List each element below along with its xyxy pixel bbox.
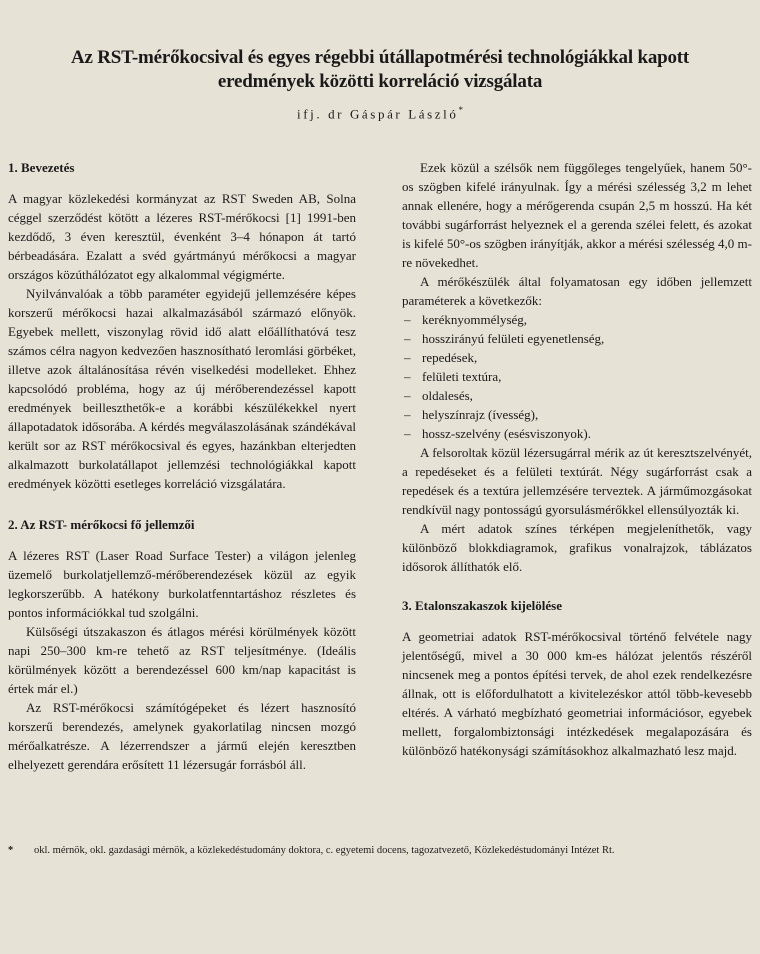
right-column	[402, 158, 752, 760]
footnote-text: okl. mérnök, okl. gazdasági mérnök, a közlekedéstudomány doktora, c. egyetemi docens, tagozatvezető, Közlekedéstudományi Intézet Rt.	[34, 845, 615, 856]
left-column	[8, 158, 356, 774]
author-footnote-mark: *	[458, 105, 463, 115]
section-2-paragraph: Ezek közül a szélsők nem függőleges tengelyűek, hanem 50°-os szögben kifelé irányulnak. Így a mérési szélesség 3,2 m lehet annak ellenére, hogy a mérőgerenda csupán 2,5 m hosszú. Ha két további sugárforrást helyeznek el a gerenda szélei felett, és azokat is kifelé 50°-os szögben irányítják, akkor a mérési szélesség 4,0 m-re növekedhet.	[402, 160, 752, 270]
section-2-paragraph: A lézeres RST (Laser Road Surface Tester) a világon jelenleg üzemelő burkolatjellemző-mérőberendezések közül az egyik legkorszerűbb. A hatékony burkolatfenntartáshoz részletes és pontos információkkal tud szolgálni.	[8, 548, 356, 620]
section-2-paragraph: Külsőségi útszakaszon és átlagos mérési körülmények között napi 250–300 km-re tehető az RST teljesítménye. (Ideális körülmények között a berendezéssel 600 km/nap kapacitást is értek már el.)	[8, 624, 356, 696]
section-1-paragraph: Nyilvánvalóak a több paraméter egyidejű jellemzésére képes korszerű mérőkocsi hazai alkalmazásából származó előnyök. Egyebek mellett, viszonylag rövid idő alatt előállíthatóvá tesz számos célra nagyon kedvezően hasznosítható leromlási görbéket, illetve azok általánosítása révén viselkedési modelleket. Ehhez kapcsolódó probléma, hogy az új mérőberendezéssel kapott eredmények beilleszthetők-e a korábbi készülékekkel nyert állapotadatok idősorába. A kérdés megválaszolásának szándékával került sor az RST mérőkocsival és egyes, hazánkban elterjedten alkalmazott burkolatállapot jellemzési technológiákkal kapott eredmények közötti esetleges korreláció vizsgálatára.	[8, 286, 356, 491]
list-item: – hossz-szelvény (esésviszonyok).	[402, 424, 752, 443]
footnote-mark: *	[8, 845, 14, 856]
list-item: – felületi textúra,	[402, 367, 752, 386]
author-name: ifj. dr Gáspár László	[297, 106, 459, 122]
list-item: – keréknyommélység,	[402, 310, 752, 329]
footnote	[8, 844, 752, 858]
title-line-2: eredmények közötti korreláció vizsgálata	[217, 71, 543, 92]
parameter-list	[402, 310, 752, 443]
section-3-paragraph: A geometriai adatok RST-mérőkocsival történő felvétele nagy jelentőségű, mivel a 30 000 km-es hálózat jelentős részéről nincsenek meg a pontos építési tervek, de ahol ezek rendelkezésre állnak, ott is előfordulhatott a kivitelezéskor attól több-kevesebb eltérés. A várható megbízható geometriai információsor, egyebek mellett, forgalombiztonsági intézkedések megalapozására és különböző hatékonysági számításokhoz alkalmazható lesz majd.	[402, 629, 752, 758]
section-2-paragraph: A felsoroltak közül lézersugárral mérik az út keresztszelvényét, a repedéseket és a felületi textúrát. Négy sugárforrást csak a repedések és a textúra jellemzésére terveztek. A járműmozgásokat rendkívül nagy pontosságú gyorsulásmérőkkel ellensúlyozták ki.	[402, 445, 752, 517]
title-line-1: Az RST-mérőkocsival és egyes régebbi útállapotmérési technológiákkal kapott	[70, 47, 690, 68]
article-title	[0, 46, 760, 94]
section-2-paragraph: A mért adatok színes térképen megjeleníthetők, vagy különböző blokkdiagramok, grafikus vonalrajzok, táblázatos idősorok állíthatók elő.	[402, 521, 752, 574]
list-item: – hosszirányú felületi egyenetlenség,	[402, 329, 752, 348]
section-2-paragraph: A mérőkészülék által folyamatosan egy időben jellemzett paraméterek a következők:	[402, 274, 752, 308]
list-item: – oldalesés,	[402, 386, 752, 405]
section-2-paragraph: Az RST-mérőkocsi számítógépeket és lézert hasznosító korszerű berendezés, amelynek gyakorlatilag nincsen mozgó mérőalkatrésze. A lézerrendszer a jármű elején keresztben elhelyezett gerendára erősített 11 lézersugár forrásból áll.	[8, 700, 356, 772]
author-line	[0, 105, 760, 122]
section-1-heading: 1. Bevezetés	[8, 160, 75, 175]
section-3-heading: 3. Etalonszakaszok kijelölése	[402, 598, 562, 613]
section-2-heading: 2. Az RST- mérőkocsi fő jellemzői	[8, 517, 195, 532]
list-item: – helyszínrajz (ívesség),	[402, 405, 752, 424]
section-1-paragraph: A magyar közlekedési kormányzat az RST Sweden AB, Solna céggel szerződést kötött a lézeres RST-mérőkocsi [1] 1991-ben kezdődő, 3 éven keresztül, évenként 3–4 hónapon át tartó bérbeadására. Ezalatt a svéd gyártmányú mérőkocsi a magyar országos közúthálózatot egy alkalommal végigmérte.	[8, 191, 356, 282]
list-item: – repedések,	[402, 348, 752, 367]
